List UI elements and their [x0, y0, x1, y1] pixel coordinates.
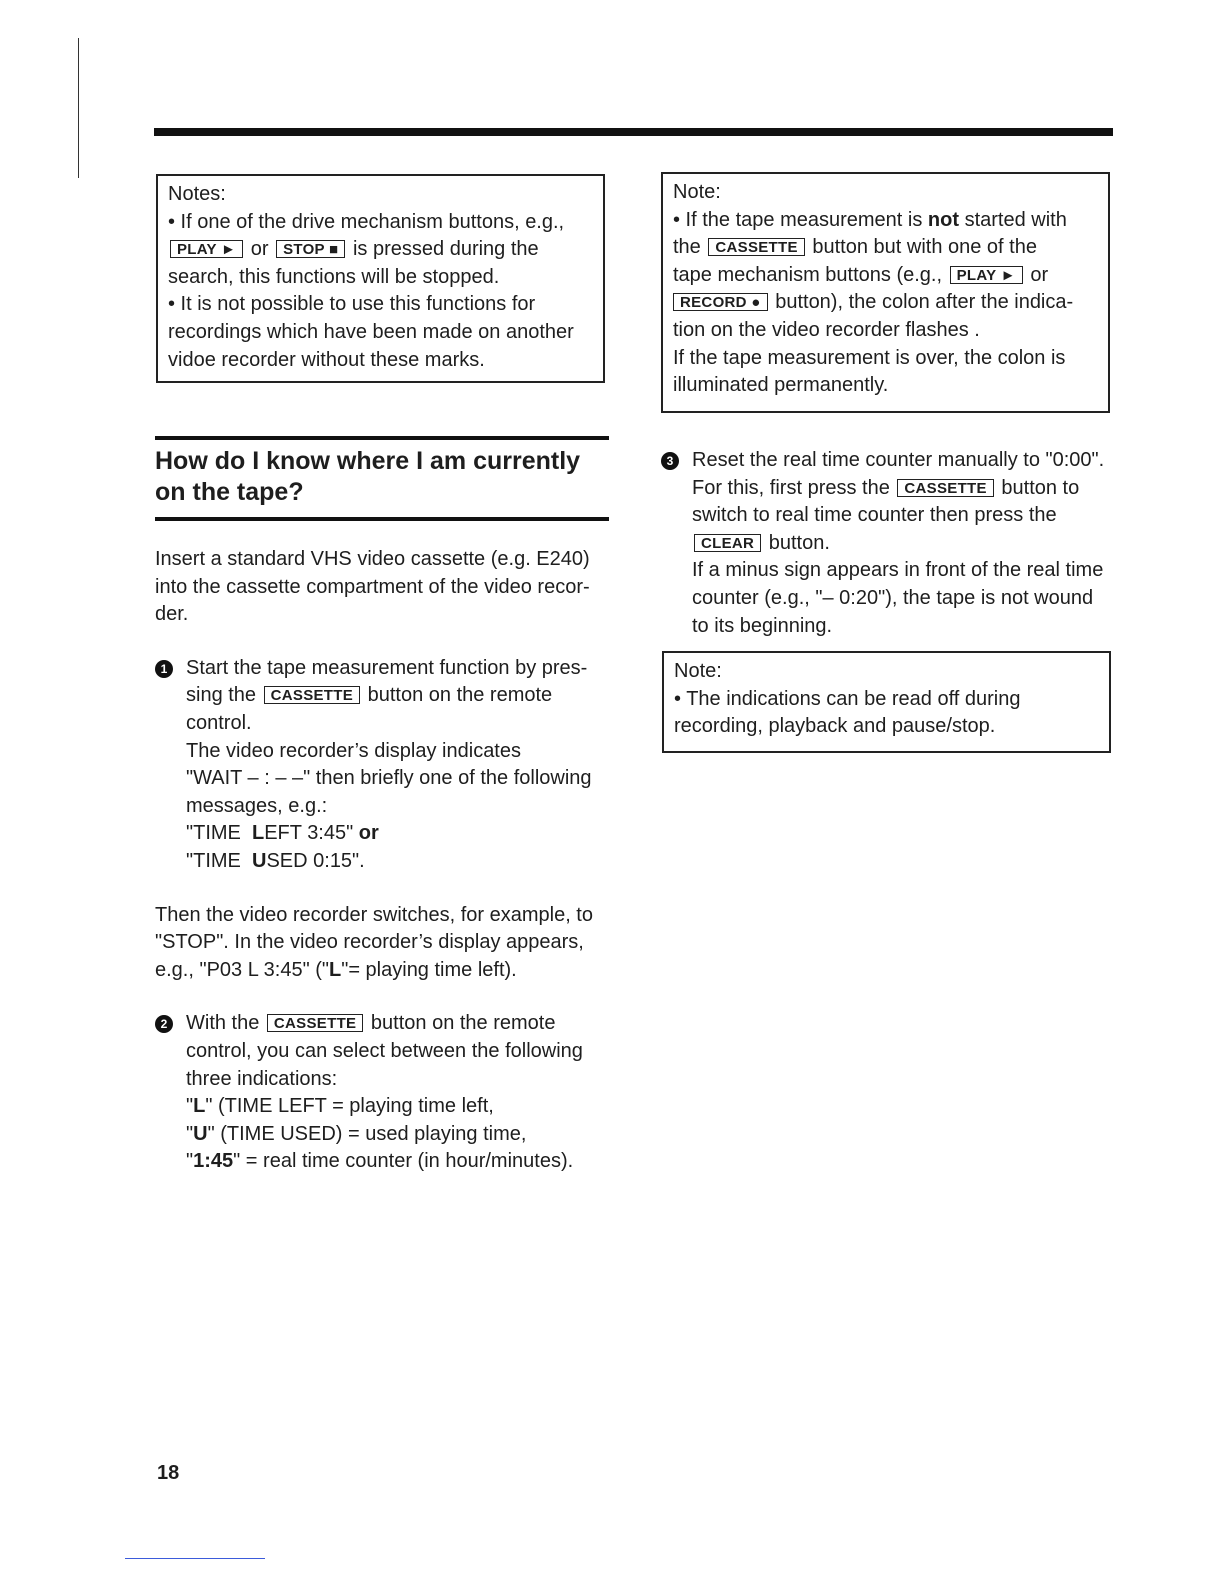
step3-a: Reset the real time counter manually to "0:00". For this, first press the: [692, 449, 1105, 499]
clear-key: CLEAR: [694, 534, 761, 552]
step3-d: If a minus sign appears in front of the real time counter (e.g., "– 0:20"), the tape is not wound to its beginning.: [692, 559, 1104, 637]
note-line-5: tion on the video recorder flashes .: [673, 318, 980, 341]
step-number-3: 3: [661, 452, 679, 470]
margin-line: [78, 38, 79, 178]
step2-l: [186, 1093, 610, 1121]
notes-box-left: [156, 174, 605, 383]
step3-text: [692, 447, 1113, 557]
step2-t: [186, 1148, 610, 1176]
cassette-key: CASSETTE: [264, 686, 360, 704]
step1-b: button on the remote control.: [186, 684, 553, 734]
note-l1-a: • If the tape measurement is: [673, 208, 923, 231]
step1-e3: EFT 3:45": [264, 822, 354, 845]
note-line-4: [673, 289, 1098, 317]
note-line-1: [673, 207, 1098, 235]
step2-u-q: ": [186, 1122, 194, 1145]
section-heading-block: [155, 436, 609, 521]
step3-c: button.: [768, 531, 830, 554]
step-1: [155, 655, 610, 876]
note-line-6: If the tape measurement is over, the colon is illuminated permanently.: [673, 346, 1066, 397]
step-3: [661, 447, 1113, 640]
section-heading: How do I know where I am currently on the tape?: [155, 447, 581, 506]
note-l1-b: started with: [964, 208, 1067, 231]
note-l3-or: or: [1030, 263, 1049, 286]
note-box-right: [661, 172, 1110, 413]
note-l1-not: not: [927, 208, 960, 231]
notes-b1-b: is pressed during the: [352, 238, 539, 261]
step1-d: "WAIT – : – –" then briefly one of the following messages, e.g.:: [186, 767, 592, 817]
left-column: [155, 546, 610, 1176]
note-l2-b: button but with one of the: [812, 236, 1037, 259]
step3-b: button to switch to real time counter then press the: [692, 476, 1080, 527]
step2-u-key: U: [193, 1122, 208, 1145]
note-line-3: [673, 262, 1098, 290]
step1-text: [186, 655, 610, 738]
top-rule: [154, 128, 1113, 136]
notes-title: Notes:: [168, 183, 226, 205]
step2-l-key: L: [193, 1095, 206, 1118]
step2-t-q: ": [186, 1150, 194, 1173]
then-b: "= playing time left).: [341, 958, 517, 981]
step2-b: button on the remote control, you can select between the following three indications:: [186, 1012, 583, 1090]
note-l3-a: tape mechanism buttons (e.g.,: [673, 263, 943, 286]
notes-b1-c: search, this functions will be stopped.: [168, 265, 500, 288]
step2-text: [186, 1010, 610, 1093]
notes-b1-or: or: [250, 238, 269, 261]
step1-e2: L: [252, 822, 265, 845]
then-a: Then the video recorder switches, for example, to "STOP". In the video recorder’s display appears, e.g., "P03 L 3:45" (": [155, 903, 593, 981]
cassette-key: CASSETTE: [897, 479, 993, 497]
step2-u: [186, 1121, 610, 1149]
notes-b1-a: • If one of the drive mechanism buttons, e.g.,: [168, 210, 565, 233]
note-box-right-2: [662, 651, 1111, 753]
step1-a: Start the tape measurement function by pres- sing the: [186, 656, 588, 707]
page-number: 18: [157, 1462, 180, 1484]
note2-title: Note:: [674, 660, 722, 682]
play-key: PLAY ►: [170, 240, 243, 258]
note-l4-b: button), the colon after the indica-: [775, 291, 1074, 314]
intro-paragraph: Insert a standard VHS video cassette (e.g. E240) into the cassette compartment of the video recor- der.: [155, 548, 590, 626]
bottom-scan-line: [125, 1558, 265, 1559]
step1-f1: "TIME: [186, 849, 241, 872]
step1-c: The video recorder’s display indicates: [186, 739, 521, 762]
notes-bullet-2: • It is not possible to use this functions for recordings which have been made on another vidoe recorder without these marks.: [168, 293, 574, 371]
step2-t-rest: " = real time counter (in hour/minutes).: [233, 1150, 574, 1173]
step1-f2: U: [252, 849, 267, 872]
note2-text: • The indications can be read off during recording, playback and pause/stop.: [674, 687, 1021, 738]
cassette-key: CASSETTE: [708, 238, 804, 256]
step2-l-rest: " (TIME LEFT = playing time left,: [205, 1095, 494, 1118]
play-key: PLAY ►: [950, 266, 1023, 284]
record-key: RECORD ●: [673, 293, 768, 311]
step1-f: [186, 848, 610, 876]
step2-u-rest: " (TIME USED) = used playing time,: [207, 1122, 527, 1145]
step-number-2: 2: [155, 1015, 173, 1033]
step1-f3: SED 0:15".: [266, 849, 365, 872]
step-2: [155, 1010, 610, 1176]
step1-e4: or: [358, 822, 379, 845]
then-L: L: [329, 958, 342, 981]
stop-key: STOP ■: [276, 240, 345, 258]
step2-t-key: 1:45: [193, 1150, 234, 1173]
then-paragraph: [155, 902, 610, 985]
cassette-key: CASSETTE: [267, 1014, 363, 1032]
note-l2-the: the: [673, 236, 701, 259]
step1-e1: "TIME: [186, 822, 241, 845]
step2-l-q: ": [186, 1095, 194, 1118]
step2-a: With the: [186, 1012, 260, 1035]
note-title: Note:: [673, 181, 721, 203]
note-line-2: [673, 234, 1098, 262]
step-number-1: 1: [155, 660, 173, 678]
right-column: [661, 447, 1113, 640]
step1-e: [186, 820, 610, 848]
notes-bullet-1: [168, 209, 593, 292]
